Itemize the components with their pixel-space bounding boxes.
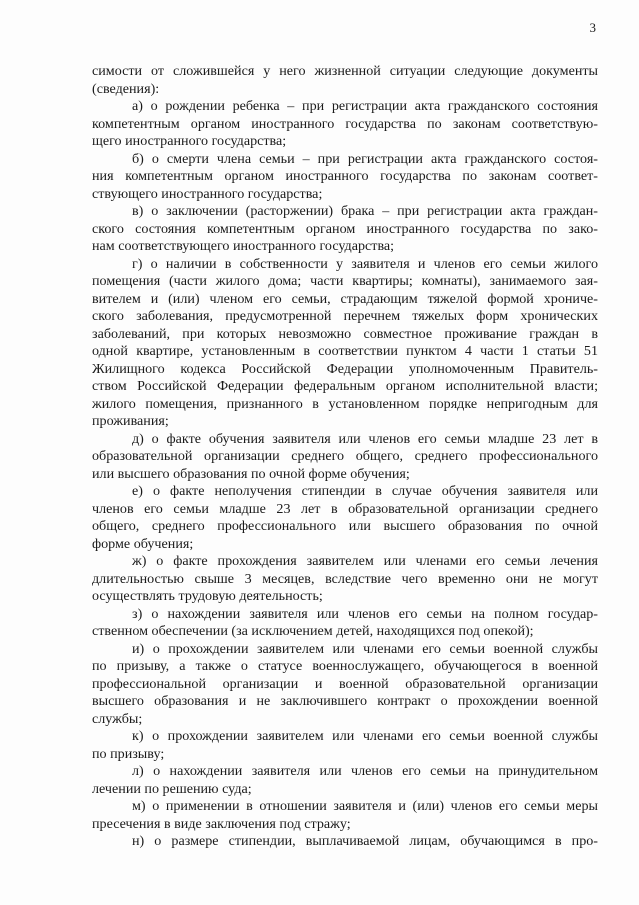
text-line: форме обучения;	[92, 535, 194, 552]
text-line: ния компетентным органом иностранного государства по законам соответ-	[92, 168, 598, 184]
text-line: ственном обеспечении (за исключением детей, находящихся под опекой);	[92, 623, 534, 639]
text-line: щего иностранного государства;	[92, 133, 287, 149]
text-line: г) о наличии в собственности у заявителя и членов его семьи жилого	[132, 255, 598, 272]
text-line: или высшего образования по очной форме обучения;	[92, 465, 410, 482]
text-line: пресечения в виде заключения под стражу;	[92, 815, 351, 832]
text-line: (сведения):	[92, 80, 160, 97]
text-line: компетентным органом иностранного государства по законам соответствую-	[92, 115, 598, 132]
text-line: ствующего иностранного государства;	[92, 185, 323, 202]
document-body	[92, 63, 598, 851]
text-line: м) о применении в отношении заявителя и (или) членов его семьи меры	[132, 798, 598, 814]
text-line: симости от сложившейся у него жизненной ситуации следующие документы	[92, 63, 598, 79]
text-line: по призыву;	[92, 745, 165, 762]
text-line: помещения (части жилого дома; части квартиры; комнаты), занимаемого зая-	[92, 273, 598, 289]
text-line: д) о факте обучения заявителя или членов его семьи младше 23 лет в	[132, 430, 598, 447]
text-line: заболеваний, при которых невозможно совместное проживание граждан в	[92, 325, 598, 342]
text-line: общего, среднего профессионального или высшего образования по очной	[92, 518, 598, 534]
text-line: жилого помещения, признанного в установленном порядке непригодным для	[92, 395, 598, 412]
text-line: к) о прохождении заявителем или членами его семьи военной службы	[132, 728, 598, 744]
text-line: одной квартире, установленным в соответствии пунктом 4 части 1 статьи 51	[92, 343, 598, 359]
text-line: ского заболевания, предусмотренной перечнем тяжелых форм хронических	[92, 308, 598, 324]
text-line: высшего образования и не заключившего контракт о прохождении военной	[92, 693, 598, 709]
text-line: длительностью свыше 3 месяцев, вследствие чего временно они не могут	[92, 570, 598, 587]
text-line: службы;	[92, 710, 143, 727]
text-line: е) о факте неполучения стипендии в случае обучения заявителя или	[132, 483, 598, 499]
text-line: лечении по решению суда;	[92, 780, 252, 797]
text-line: ж) о факте прохождения заявителем или членами его семьи лечения	[132, 553, 598, 569]
text-line: осуществлять трудовую деятельность;	[92, 588, 323, 604]
text-line: а) о рождении ребенка – при регистрации акта гражданского состояния	[132, 98, 598, 114]
text-line: ством Российской Федерации федеральным органом исполнительной власти;	[92, 378, 598, 394]
text-line: б) о смерти члена семьи – при регистрации акта гражданского состоя-	[132, 150, 598, 167]
text-line: вителем и (или) членом его семьи, страдающим тяжелой формой хрониче-	[92, 290, 598, 307]
text-line: профессиональной организации и военной образовательной организации	[92, 675, 598, 692]
text-line: образовательной организации среднего общего, среднего профессионального	[92, 448, 598, 464]
text-line: членов его семьи младше 23 лет в образовательной организации среднего	[92, 500, 598, 517]
text-line: н) о размере стипендии, выплачиваемой лицам, обучающимся в про-	[132, 833, 598, 849]
text-line: и) о прохождении заявителем или членами его семьи военной службы	[132, 640, 598, 657]
text-line: по призыву, а также о статусе военнослужащего, обучающегося в военной	[92, 658, 598, 674]
text-line: Жилищного кодекса Российской Федерации уполномоченным Правитель-	[92, 360, 598, 377]
text-line: з) о нахождении заявителя или членов его семьи на полном государ-	[132, 605, 598, 622]
page-number: 3	[589, 20, 596, 35]
text-line: в) о заключении (расторжении) брака – при регистрации акта граждан-	[132, 203, 598, 219]
text-line: нам соответствующего иностранного государства;	[92, 238, 395, 254]
text-line: проживания;	[92, 413, 169, 429]
text-line: ского состояния компетентным органом иностранного государства по зако-	[92, 220, 598, 237]
text-line: л) о нахождении заявителя или членов его семьи на принудительном	[132, 763, 598, 779]
